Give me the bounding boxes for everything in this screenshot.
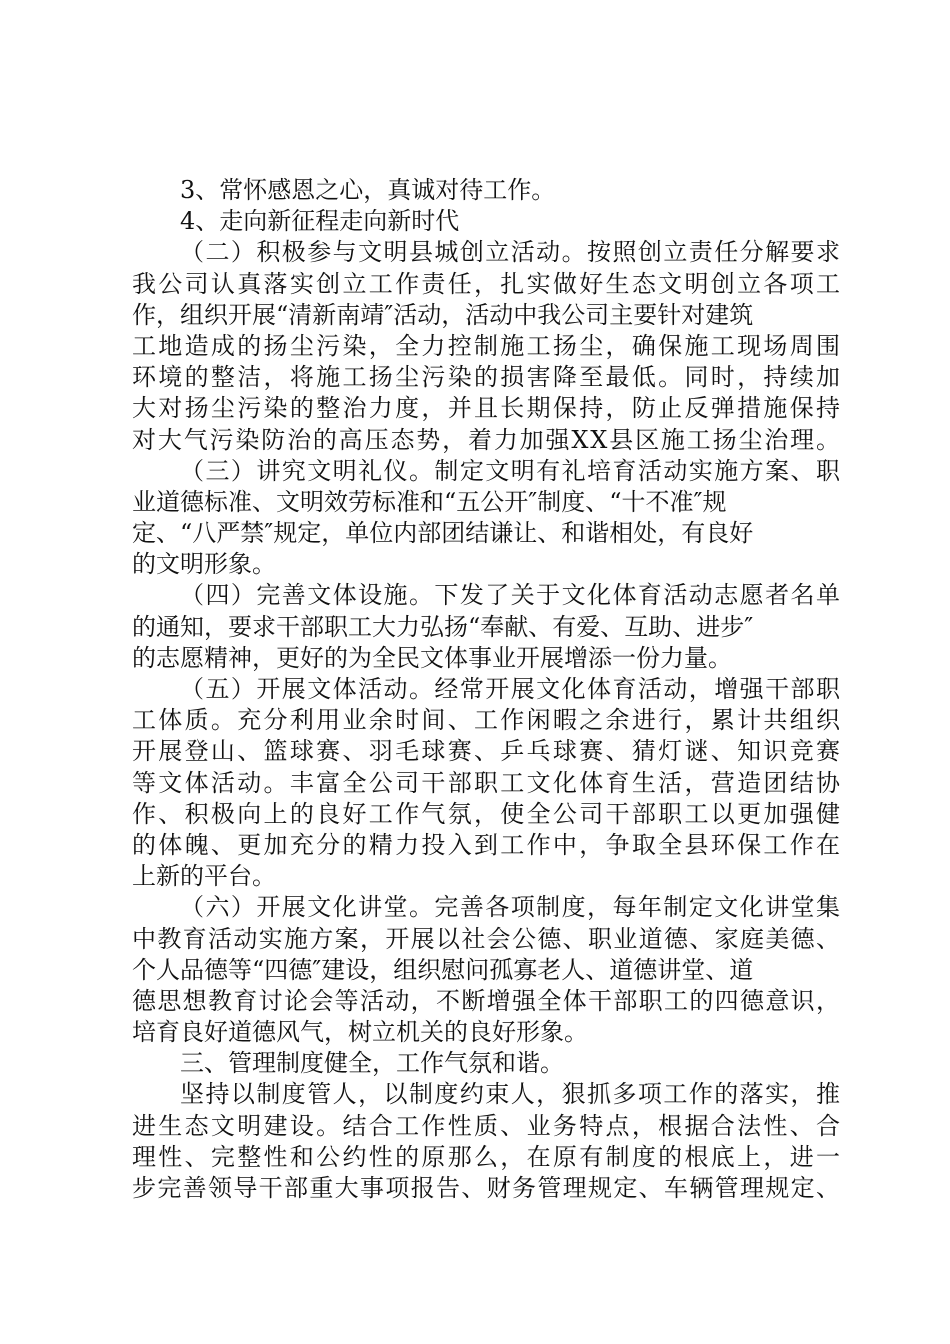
- text-line: 上新的平台。: [132, 862, 276, 891]
- text-line: （二）积极参与文明县城创立活动。按照创立责任分解要求: [180, 238, 842, 267]
- text-line: 的志愿精神，更好的为全民文体事业开展增添一份力量。: [132, 643, 732, 672]
- text-line: 培育良好道德风气，树立机关的良好形象。: [132, 1018, 588, 1047]
- text-line: （五）开展文体活动。经常开展文化体育活动，增强干部职: [180, 675, 842, 703]
- text-line: 4、走向新征程走向新时代: [180, 207, 460, 236]
- text-line: 步完善领导干部重大事项报告、财务管理规定、车辆管理规定、: [132, 1174, 842, 1202]
- text-line: 作，组织开展“清新南靖″活动，活动中我公司主要针对建筑: [132, 300, 754, 329]
- text-line: 的通知，要求干部职工大力弘扬“奉献、有爱、互助、进步″: [132, 612, 754, 641]
- text-line: 作、积极向上的良好工作气氛，使全公司干部职工以更加强健: [132, 799, 843, 828]
- text-line: 三、管理制度健全，工作气氛和谐。: [180, 1049, 564, 1078]
- text-line: 德思想教育讨论会等活动，不断增强全体干部职工的四德意识，: [132, 986, 842, 1015]
- text-line: （四）完善文体设施。下发了关于文化体育活动志愿者名单: [180, 581, 842, 610]
- text-line: 定、“八严禁″规定，单位内部团结谦让、和谐相处，有良好: [132, 519, 754, 548]
- text-line: 中教育活动实施方案，开展以社会公德、职业道德、家庭美德、: [132, 924, 842, 953]
- text-line: 环境的整洁，将施工扬尘污染的损害降至最低。同时，持续加: [132, 363, 843, 392]
- document-body: [132, 175, 843, 1204]
- text-line: 的文明形象。: [132, 550, 276, 579]
- text-line: （六）开展文化讲堂。完善各项制度，每年制定文化讲堂集: [180, 893, 842, 922]
- text-line: 坚持以制度管人，以制度约束人，狠抓多项工作的落实，推: [180, 1080, 842, 1109]
- text-line: 我公司认真落实创立工作责任，扎实做好生态文明创立各项工: [132, 269, 843, 298]
- text-line: 工体质。充分利用业余时间、工作闲暇之余进行，累计共组织: [132, 706, 843, 735]
- text-line: 进生态文明建设。结合工作性质、业务特点，根据合法性、合: [132, 1111, 843, 1140]
- text-line: 等文体活动。丰富全公司干部职工文化体育生活，营造团结协: [132, 768, 843, 797]
- text-line: 对大气污染防治的高压态势，着力加强XX县区施工扬尘治理。: [132, 425, 842, 454]
- text-line: 个人品德等“四德″建设，组织慰问孤寡老人、道德讲堂、道: [132, 955, 754, 984]
- text-line: 业道德标准、文明效劳标准和“五公开″制度、“十不准″规: [132, 487, 727, 516]
- text-line: 大对扬尘污染的整治力度，并且长期保持，防止反弹措施保持: [132, 394, 843, 423]
- text-line: 工地造成的扬尘污染，全力控制施工扬尘，确保施工现场周围: [132, 331, 843, 360]
- text-line: 开展登山、篮球赛、羽毛球赛、乒乓球赛、猜灯谜、知识竞赛: [132, 737, 843, 766]
- text-line: （三）讲究文明礼仪。制定文明有礼培育活动实施方案、职: [180, 456, 842, 485]
- text-line: 3、常怀感恩之心，真诚对待工作。: [180, 176, 556, 204]
- text-line: 的体魄、更加充分的精力投入到工作中，争取全县环保工作在: [132, 830, 843, 859]
- text-line: 理性、完整性和公约性的原那么，在原有制度的根底上，进一: [132, 1142, 843, 1171]
